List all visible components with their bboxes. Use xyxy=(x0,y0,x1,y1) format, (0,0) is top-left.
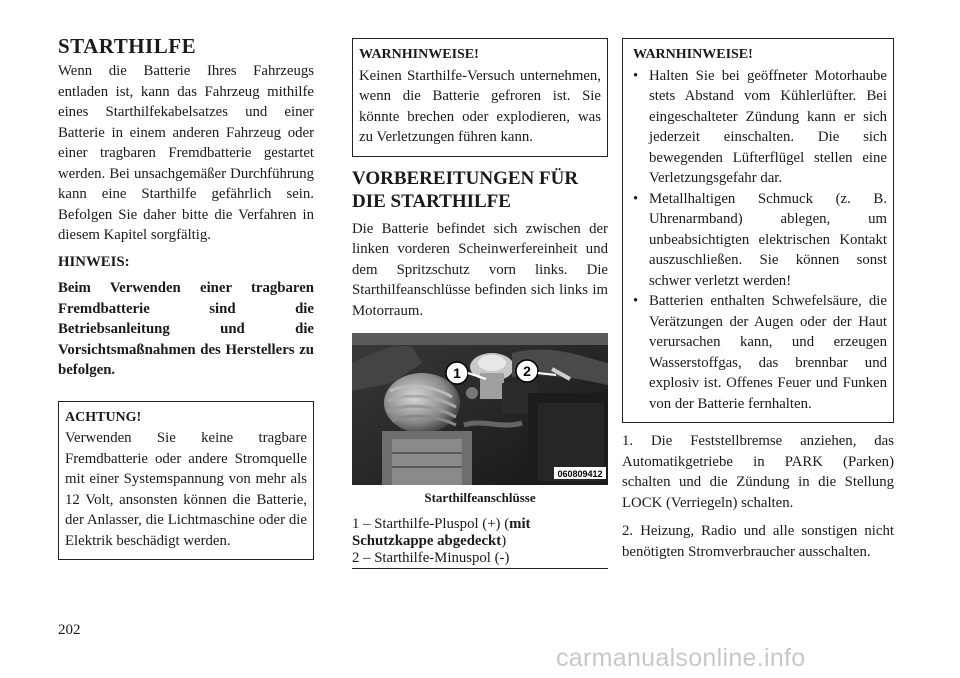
warning-list xyxy=(633,66,887,415)
warning-label-2: WARNHINWEISE! xyxy=(633,47,753,62)
legend-item-1 xyxy=(352,516,608,550)
warning-box xyxy=(352,38,608,157)
marker-2-label: 2 xyxy=(523,363,531,379)
note-label: HINWEIS: xyxy=(58,253,130,270)
column-right xyxy=(622,30,894,568)
intro-paragraph: Wenn die Batterie Ihres Fahrzeugs entladen ist, kann das Fahrzeug mithilfe eines Starthilfekabelsatzes und einer Batterie in einem anderen Fahrzeug oder einer tragbaren Fremdbatterie gestartet werden. Bei unsachgemäßer Durchführung kann eine Starthilfe gefährlich sein. Befolgen Sie daher bitte die Verfahren in diesem Kapitel sorgfältig. xyxy=(58,63,314,243)
warning-bullet-3-text: Batterien enthalten Schwefelsäure, die Verätzungen der Augen oder der Haut verursachen kann, und erzeugen Wasserstoffgas, das brennbar und explosiv ist. Offenes Feuer und Funken von der Batterie fernhalten. xyxy=(649,293,887,412)
battery-location-paragraph: Die Batterie befindet sich zwischen der linken vorderen Scheinwerfereinheit und dem Spritzschutz vorn links. Die Starthilfeanschlüsse befinden sich links im Motorraum. xyxy=(352,220,608,319)
page-number: 202 xyxy=(58,622,81,638)
caution-text: Verwenden Sie keine tragbare Fremdbatterie oder andere Stromquelle mit einer Systemspannung von mehr als 12 Volt, ansonsten können die Batterie, der Anlasser, die Lichtmaschine oder die Elektrik beschädigt werden. xyxy=(65,430,307,549)
warning-label: WARNHINWEISE! xyxy=(359,47,479,62)
warning-bullet-2: • Metallhaltigen Schmuck (z. B. Uhrenarmband) ablegen, um unbeabsichtigten elektrischen Kontakt auszuschließen. Sie können sonst schwer verletzt werden! xyxy=(633,190,887,289)
warning-bullet-1: • Halten Sie bei geöffneter Motorhaube stets Abstand vom Kühlerlüfter. Bei eingeschalteter Zündung kann er sich jederzeit einschalten. Die sich bewegenden Lüfterflügel stellen eine Verletzungsgefahr dar. xyxy=(633,67,887,186)
photo-id: 060809412 xyxy=(557,469,603,479)
note-text: Beim Verwenden einer tragbaren Fremdbatterie sind die Betriebsanleitung und die Vorsichtsmaßnahmen des Herstellers zu befolgen. xyxy=(58,280,314,378)
warning-box-2 xyxy=(622,38,894,423)
photo-legend xyxy=(352,516,608,569)
engine-bay-photo xyxy=(352,333,608,485)
warning-bullet-2-text: Metallhaltigen Schmuck (z. B. Uhrenarmband) ablegen, um unbeabsichtigten elektrischen Kontakt auszuschließen. Sie können sonst schwer verletzt werden! xyxy=(649,190,887,289)
column-left xyxy=(58,30,314,560)
caution-box xyxy=(58,401,314,561)
warning-bullet-3: • Batterien enthalten Schwefelsäure, die Verätzungen der Augen oder der Haut verursachen kann, und erzeugen Wasserstoffgas, das brennbar und explosiv ist. Offenes Feuer und Funken von der Batterie fernhalten. xyxy=(633,293,887,412)
warning-bullet-1-text: Halten Sie bei geöffneter Motorhaube stets Abstand vom Kühlerlüfter. Bei eingeschalteter Zündung kann er sich jederzeit einschalten. Die sich bewegenden Lüfterflügel stellen eine Verletzungsgefahr dar. xyxy=(649,67,887,186)
column-middle xyxy=(352,30,608,569)
step-2: 2. Heizung, Radio und alle sonstigen nicht benötigten Stromverbraucher ausschalten. xyxy=(622,523,894,560)
legend-item-1-text: 1 – Starthilfe-Pluspol (+) ( xyxy=(352,516,510,532)
warning-text: Keinen Starthilfe-Versuch unternehmen, wenn die Batterie gefroren ist. Sie könnte brechen oder explodieren, was zu Verletzungen führen kann. xyxy=(359,67,601,145)
legend-item-1-close: ) xyxy=(501,533,507,549)
watermark: carmanualsonline.info xyxy=(556,644,806,672)
caution-label: ACHTUNG! xyxy=(65,409,142,425)
section-heading: STARTHILFE xyxy=(58,34,197,58)
photo-caption: Starthilfeanschlüsse xyxy=(424,490,536,505)
engine-bay-illustration xyxy=(352,333,608,485)
step-1: 1. Die Feststellbremse anziehen, das Automatikgetriebe in PARK (Parken) schalten und die Zündung in die Stellung LOCK (Verriegeln) schalten. xyxy=(622,433,894,511)
legend-item-1-bold: mit Schutzkappe abgedeckt xyxy=(352,516,531,549)
subsection-heading: VORBEREITUNGEN FÜR DIE STARTHILFE xyxy=(352,167,579,212)
marker-1-label: 1 xyxy=(453,365,461,381)
legend-item-2: 2 – Starthilfe-Minuspol (-) xyxy=(352,550,608,569)
